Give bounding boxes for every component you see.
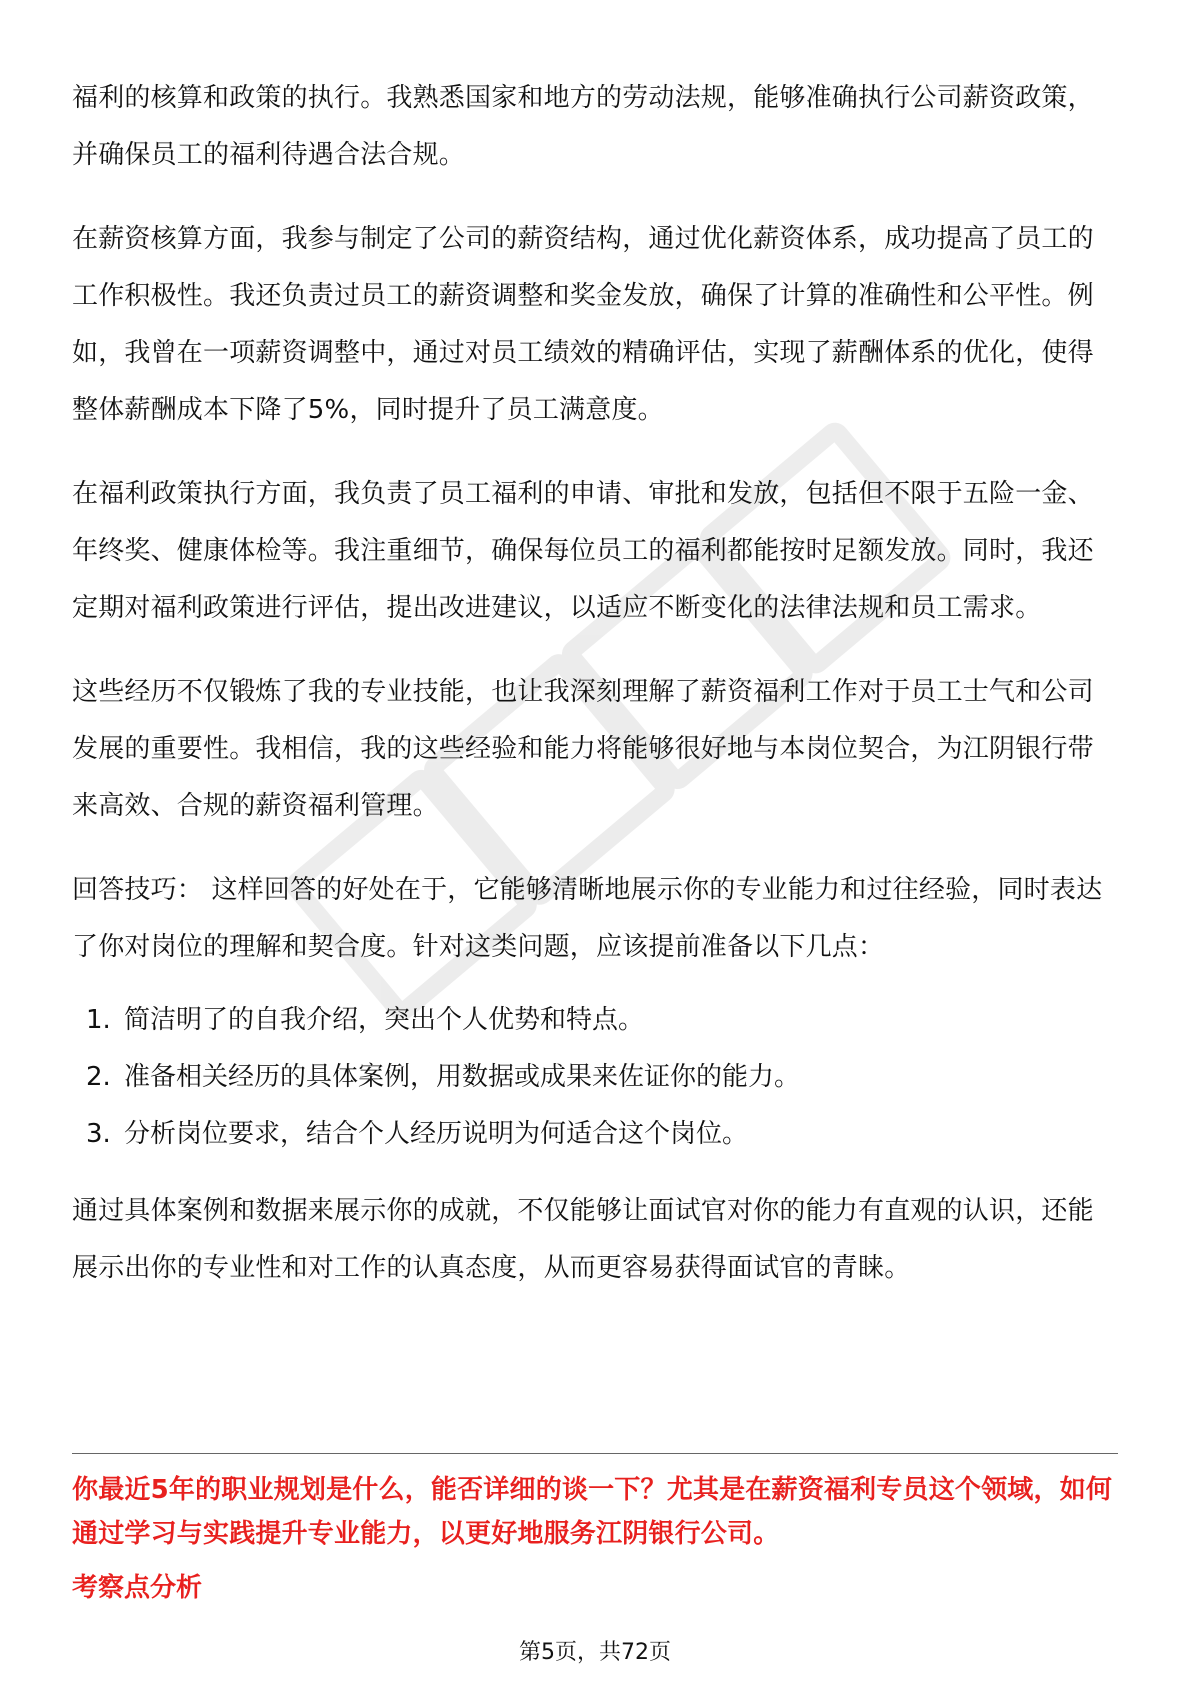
paragraph: 在福利政策执行方面，我负责了员工福利的申请、审批和发放，包括但不限于五险一金、年终奖、健康体检等。我注重细节，确保每位员工的福利都能按时足额发放。同时，我还定期对福利政策进行评估，提出改进建议，以适应不断变化的法律法规和员工需求。 [72, 479, 1094, 623]
paragraph: 福利的核算和政策的执行。我熟悉国家和地方的劳动法规，能够准确执行公司薪资政策，并确保员工的福利待遇合法合规。 [72, 83, 1094, 170]
list-item-text: 简洁明了的自我介绍，突出个人优势和特点。 [124, 1005, 645, 1035]
closing-paragraph: 通过具体案例和数据来展示你的成就，不仅能够让面试官对你的能力有直观的认识，还能展示出你的专业性和对工作的认真态度，从而更容易获得面试官的青睐。 [72, 1196, 1094, 1283]
list-item-text: 准备相关经历的具体案例，用数据或成果来佐证你的能力。 [124, 1062, 801, 1092]
list-item [72, 1106, 1118, 1163]
section-heading: 考察点分析 [72, 1573, 203, 1603]
paragraph: 在薪资核算方面，我参与制定了公司的薪资结构，通过优化薪资体系，成功提高了员工的工作积极性。我还负责过员工的薪资调整和奖金发放，确保了计算的准确性和公平性。例如，我曾在一项薪资调整中，通过对员工绩效的精确评估，实现了薪酬体系的优化，使得整体薪酬成本下降了5%，同时提升了员工满意度。 [72, 224, 1094, 425]
list-item-text: 分析岗位要求，结合个人经历说明为何适合这个岗位。 [124, 1119, 749, 1149]
list-number: 2. [86, 1062, 111, 1092]
list-number: 3. [86, 1119, 111, 1149]
tips-list [72, 992, 1118, 1163]
interview-question: 你最近5年的职业规划是什么，能否详细的谈一下？尤其是在薪资福利专员这个领域，如何通过学习与实践提升专业能力，以更好地服务江阴银行公司。 [72, 1475, 1113, 1549]
page-footer: 第5页，共72页 [519, 1640, 671, 1665]
answer-tips-paragraph: 回答技巧： 这样回答的好处在于，它能够清晰地展示你的专业能力和过往经验，同时表达了你对岗位的理解和契合度。针对这类问题，应该提前准备以下几点： [72, 875, 1103, 962]
document-body [72, 70, 1118, 1324]
list-item [72, 992, 1118, 1049]
paragraph: 这些经历不仅锻炼了我的专业技能，也让我深刻理解了薪资福利工作对于员工士气和公司发展的重要性。我相信，我的这些经验和能力将能够很好地与本岗位契合，为江阴银行带来高效、合规的薪资福利管理。 [72, 677, 1094, 821]
list-number: 1. [86, 1005, 111, 1035]
section-divider [72, 1453, 1118, 1454]
list-item [72, 1049, 1118, 1106]
